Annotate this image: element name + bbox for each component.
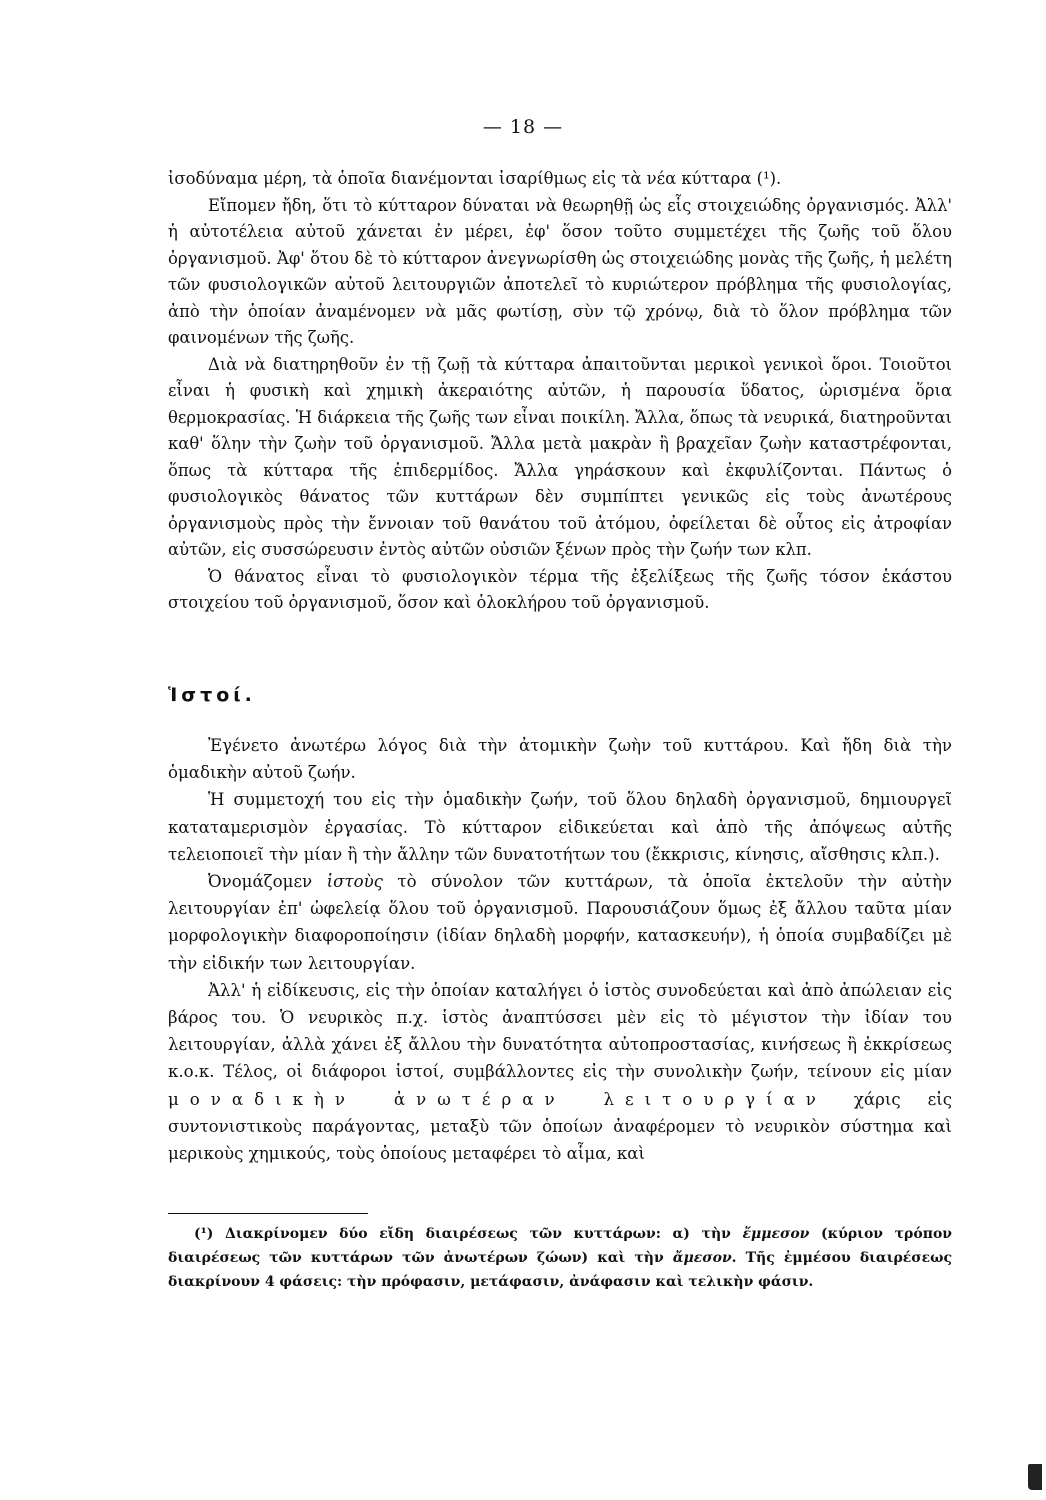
paragraph-cell-conditions: Διὰ νὰ διατηρηθοῦν ἐν τῇ ζωῇ τὰ κύτταρα ἀπαιτοῦνται μερικοὶ γενικοὶ ὅροι. Τοιοῦτοι εἶναι ἡ φυσικὴ καὶ χημικὴ ἀκεραιότης αὐτῶν, ἡ παρουσία ὕδατος, ὡρισμένα ὅρια θερμοκρασίας. Ἡ διάρκεια τῆς ζωῆς των εἶναι ποικίλη. Ἄλλα, ὅπως τὰ νευρικά, διατηροῦνται καθ' ὅλην τὴν ζωὴν τοῦ ὀργανισμοῦ. Ἄλλα μετὰ μακρὰν ἢ βραχεῖαν ζωὴν καταστρέφονται, ὅπως τὰ κύτταρα τῆς ἐπιδερμίδος. Ἄλλα γηράσκουν καὶ ἐκφυλίζονται. Πάντως ὁ φυσιολογικὸς θάνατος τῶν κυττάρων δὲν συμπίπτει γενικῶς εἰς τοὺς ἀνωτέρους ὀργανισμοὺς πρὸς τὴν ἔννοιαν τοῦ θανάτου τοῦ ἀτόμου, ὀφείλεται δὲ οὗτος εἰς ἀτροφίαν αὐτῶν, εἰς συσσώρευσιν ἐντὸς αὐτῶν οὐσιῶν ξένων πρὸς τὴν ζωήν των κλπ. (168, 354, 952, 559)
text-run: χάρις εἰς συντονιστικοὺς παράγοντας, μεταξὺ τῶν ὁποίων ἀναφέρομεν τὸ νευρικὸν σύστημα καὶ μερικοὺς χημικούς, τοὺς ὁποίους μεταφέρει τὸ αἷμα, καὶ (168, 1089, 952, 1164)
text-run: (κύριον τρόπον διαιρέσεως τῶν κυττάρων τῶν ἀνωτέρων ζώων) καὶ τὴν (168, 1226, 952, 1266)
emphasis-term: ἔμμεσον (742, 1226, 810, 1242)
paragraph-death: Ὁ θάνατος εἶναι τὸ φυσιολογικὸν τέρμα τῆς ἐξελίξεως τῆς ζωῆς τόσον ἑκάστου στοιχείου τοῦ ὀργανισμοῦ, ὅσον καὶ ὁλοκλήρου τοῦ ὀργανισμοῦ. (168, 566, 952, 612)
text-run: τὸ σύνολον τῶν κυττάρων, τὰ ὁποῖα ἐκτελοῦν τὴν αὐτὴν λειτουργίαν ἐπ' ὠφελείᾳ ὅλου τοῦ ὀργανισμοῦ. Παρουσιάζουν ὅμως ἐξ ἄλλου ταῦτα μίαν μορφολογικὴν διαφοροποίησιν (ἰδίαν δηλαδὴ μορφήν, κατασκευήν), ἡ ὁποία συμβαδίζει μὲ τὴν εἰδικήν των λειτουργίαν. (168, 872, 952, 973)
emphasis-term: ἄμεσον (672, 1250, 732, 1266)
footnote (168, 1222, 952, 1294)
footnote-rule (168, 1213, 368, 1214)
emphasis-term: ἱστοὺς (326, 872, 383, 892)
page-number: — 18 — (482, 116, 564, 138)
paragraph-division-of-labor: Ἡ συμμετοχή του εἰς τὴν ὁμαδικὴν ζωήν, τοῦ ὅλου δηλαδὴ ὀργανισμοῦ, δημιουργεῖ καταταμερισμὸν ἐργασίας. Τὸ κύτταρον εἰδικεύεται καὶ ἀπὸ τῆς ἀπόψεως αὐτῆς τελειοποιεῖ τὴν μίαν ἢ τὴν ἄλλην τῶν δυνατοτήτων του (ἔκκρισις, κίνησις, αἴσθησις κλπ.). (168, 790, 952, 864)
body-text-top (168, 166, 952, 617)
scan-edge-mark (1028, 1464, 1042, 1490)
paragraph-tissue-definition (168, 868, 952, 977)
text-run: Ὀνομάζομεν (208, 872, 327, 892)
body-text-tissues (168, 732, 952, 1167)
text-run: Ἀλλ' ἡ εἰδίκευσις, εἰς τὴν ὁποίαν καταλήγει ὁ ἱστὸς συνοδεύεται καὶ ἀπὸ ἀπώλειαν εἰς βάρος του. Ὁ νευρικὸς π.χ. ἱστὸς ἀναπτύσσει μὲν εἰς τὸ μέγιστον τὴν ἰδίαν του λειτουργίαν, ἀλλὰ χάνει ἐξ ἄλλου τὴν δυνατότητα αὐτοπροστασίας, κινήσεως ἢ ἐκκρίσεως κ.ο.κ. Τέλος, οἱ διάφοροι ἱστοί, συμβάλλοντες εἰς τὴν συνολικὴν ζωήν, τείνουν εἰς μίαν (168, 980, 952, 1082)
paragraph-specialization (168, 977, 952, 1167)
spaced-emphasis: μοναδικὴν ἀνωτέραν λειτουργίαν (168, 1089, 827, 1109)
section-heading: Ἱστοί. (168, 684, 256, 706)
paragraph-cell-organism: Εἴπομεν ἤδη, ὅτι τὸ κύτταρον δύναται νὰ θεωρηθῇ ὡς εἷς στοιχειώδης ὀργανισμός. Ἀλλ' ἡ αὐτοτέλεια αὐτοῦ χάνεται ἐν μέρει, ἐφ' ὅσον τοῦτο συμμετέχει τῆς ζωῆς τοῦ ὅλου ὀργανισμοῦ. Ἀφ' ὅτου δὲ τὸ κύτταρον ἀνεγνωρίσθη ὡς στοιχειώδης μονὰς τῆς ζωῆς, ἡ μελέτη τῶν φυσιολογικῶν αὐτοῦ λειτουργιῶν ἀποτελεῖ τὸ κυριώτερον πρόβλημα τῆς φυσιολογίας, ἀπὸ τὴν ὁποίαν ἀναμένομεν νὰ μᾶς φωτίσῃ, σὺν τῷ χρόνῳ, διὰ τὸ ὅλον πρόβλημα τῶν φαινομένων τῆς ζωῆς. (168, 195, 952, 347)
footnote-marker: (¹) (194, 1226, 214, 1242)
text-run: . Τῆς ἐμμέσου διαιρέσεως διακρίνουν 4 φάσεις: τὴν πρόφασιν, μετάφασιν, ἀνάφασιν καὶ τελικὴν φάσιν. (168, 1250, 952, 1290)
text-run: Διακρίνομεν δύο εἴδη διαιρέσεως τῶν κυττάρων: α) τὴν (225, 1226, 743, 1242)
paragraph-continuation: ἰσοδύναμα μέρη, τὰ ὁποῖα διανέμονται ἰσαρίθμως εἰς τὰ νέα κύτταρα (¹). (168, 169, 782, 188)
paragraph-group-life: Ἐγένετο ἀνωτέρω λόγος διὰ τὴν ἀτομικὴν ζωὴν τοῦ κυττάρου. Καὶ ἤδη διὰ τὴν ὁμαδικὴν αὐτοῦ ζωήν. (168, 736, 952, 783)
